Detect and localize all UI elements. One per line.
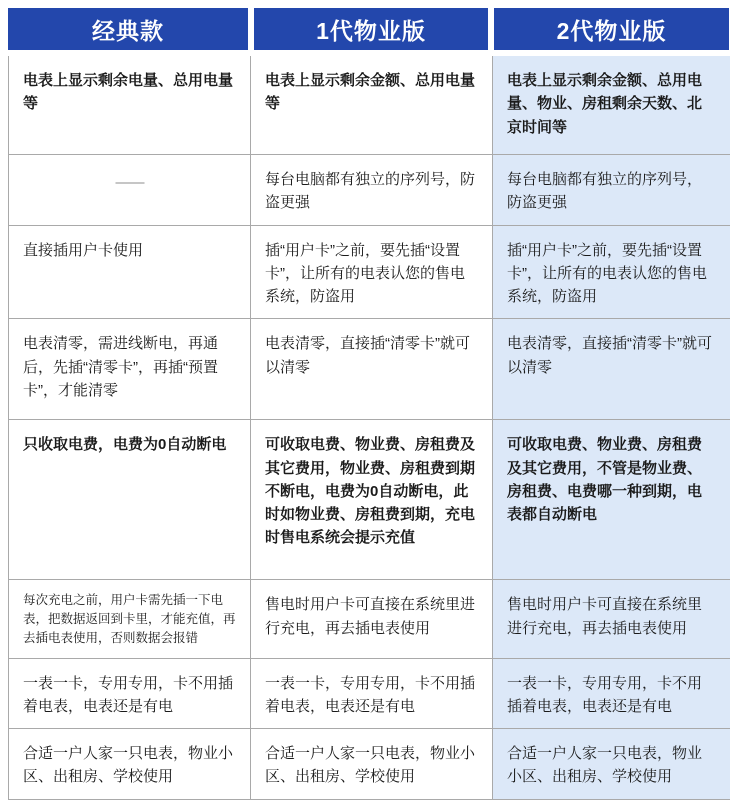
table-cell-dash: —— xyxy=(9,155,251,226)
table-cell: 一表一卡，专用专用，卡不用插着电表，电表还是有电 xyxy=(493,659,730,730)
table-cell: 电表上显示剩余金额、总用电量等 xyxy=(251,56,493,155)
table-cell: 合适一户人家一只电表，物业小区、出租房、学校使用 xyxy=(493,729,730,800)
table-cell: 电表上显示剩余电量、总用电量等 xyxy=(9,56,251,155)
table-cell: 电表上显示剩余金额、总用电量、物业、房租剩余天数、北京时间等 xyxy=(493,56,730,155)
table-cell: 每次充电之前，用户卡需先插一下电表，把数据返回到卡里，才能充值，再去插电表使用，否则数据会报错 xyxy=(9,580,251,658)
table-cell: 插“用户卡”之前，要先插“设置卡”，让所有的电表认您的售电系统，防盗用 xyxy=(251,226,493,320)
table-cell: 直接插用户卡使用 xyxy=(9,226,251,320)
header-gen2-property: 2代物业版 xyxy=(494,8,729,50)
table-cell: 只收取电费，电费为0自动断电 xyxy=(9,420,251,580)
header-gen1-property: 1代物业版 xyxy=(254,8,488,50)
header-classic-model: 经典款 xyxy=(8,8,248,50)
table-cell: 可收取电费、物业费、房租费及其它费用，不管是物业费、房租费、电费哪一种到期，电表都自动断电 xyxy=(493,420,730,580)
table-cell: 每台电脑都有独立的序列号，防盗更强 xyxy=(251,155,493,226)
table-cell: 插“用户卡”之前，要先插“设置卡”，让所有的电表认您的售电系统，防盗用 xyxy=(493,226,730,320)
table-cell: 一表一卡，专用专用，卡不用插着电表，电表还是有电 xyxy=(9,659,251,730)
table-cell: 电表清零，直接插“清零卡”就可以清零 xyxy=(251,319,493,420)
comparison-table xyxy=(8,8,729,800)
table-cell: 一表一卡，专用专用，卡不用插着电表，电表还是有电 xyxy=(251,659,493,730)
table-header-row xyxy=(8,8,729,50)
table-cell: 合适一户人家一只电表，物业小区、出租房、学校使用 xyxy=(9,729,251,800)
table-cell: 电表清零，需进线断电，再通后，先插“清零卡”，再插“预置卡”，才能清零 xyxy=(9,319,251,420)
table-cell: 可收取电费、物业费、房租费及其它费用，物业费、房租费到期不断电，电费为0自动断电，此时如物业费、房租费到期，充电时售电系统会提示充值 xyxy=(251,420,493,580)
table-cell: 电表清零，直接插“清零卡”就可以清零 xyxy=(493,319,730,420)
table-cell: 每台电脑都有独立的序列号，防盗更强 xyxy=(493,155,730,226)
table-cell: 售电时用户卡可直接在系统里进行充电，再去插电表使用 xyxy=(493,580,730,658)
table-body xyxy=(8,56,729,800)
table-cell: 售电时用户卡可直接在系统里进行充电，再去插电表使用 xyxy=(251,580,493,658)
table-cell: 合适一户人家一只电表，物业小区、出租房、学校使用 xyxy=(251,729,493,800)
